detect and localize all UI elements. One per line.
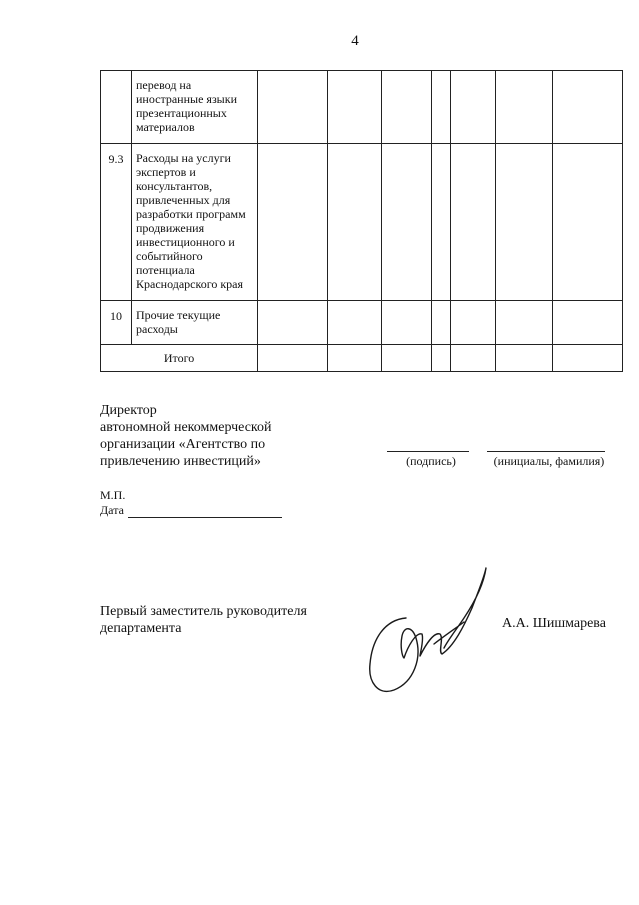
page-number: 4 [351,33,359,49]
empty-cell [451,345,496,372]
initials-caption: (инициалы, фамилия) [493,454,605,468]
row-number-cell [101,71,132,144]
handwritten-signature [364,560,490,700]
total-label-cell: Итого [101,345,258,372]
director-title-line: привлечению инвестиций» [100,454,261,469]
empty-cell [258,144,328,301]
stamp-block [100,488,282,518]
director-title-line: автономной некоммерческой [100,420,272,435]
signature-line [387,451,469,452]
empty-cell [258,71,328,144]
row-name-cell: Расходы на услуги экспертов и консультантов, привлеченных для разработки программ продвижения инвестиционного и событийного потенциала Краснодарского края [132,144,258,301]
date-line [128,505,282,518]
empty-cell [328,301,382,345]
deputy-name: А.А. Шишмарева [502,616,606,631]
row-name-cell: перевод на иностранные языки презентационных материалов [132,71,258,144]
empty-cell [432,301,451,345]
table-row [101,144,623,301]
deputy-title [100,603,307,637]
empty-cell [553,301,623,345]
date-label: Дата [100,503,124,517]
initials-line [487,451,605,452]
empty-cell [382,144,432,301]
empty-cell [451,301,496,345]
empty-cell [432,71,451,144]
empty-cell [382,71,432,144]
empty-cell [328,144,382,301]
director-title-line: Директор [100,403,157,418]
empty-cell [496,301,553,345]
director-title [100,402,272,470]
budget-table [100,70,623,372]
row-number-cell: 9.3 [101,144,132,301]
empty-cell [451,71,496,144]
signature-caption: (подпись) [406,454,456,468]
empty-cell [258,301,328,345]
table-row [101,71,623,144]
empty-cell [258,345,328,372]
mp-label: М.П. [100,488,126,502]
table-total-row [101,345,623,372]
director-title-line: организации «Агентство по [100,437,266,452]
empty-cell [496,71,553,144]
empty-cell [382,301,432,345]
date-row [100,503,282,518]
deputy-title-line: департамента [100,621,182,636]
empty-cell [432,144,451,301]
empty-cell [553,71,623,144]
row-name-cell: Прочие текущие расходы [132,301,258,345]
empty-cell [496,144,553,301]
table-row [101,301,623,345]
empty-cell [451,144,496,301]
empty-cell [382,345,432,372]
empty-cell [496,345,553,372]
empty-cell [328,71,382,144]
empty-cell [553,144,623,301]
empty-cell [328,345,382,372]
row-number-cell: 10 [101,301,132,345]
empty-cell [432,345,451,372]
deputy-title-line: Первый заместитель руководителя [100,604,307,619]
empty-cell [553,345,623,372]
